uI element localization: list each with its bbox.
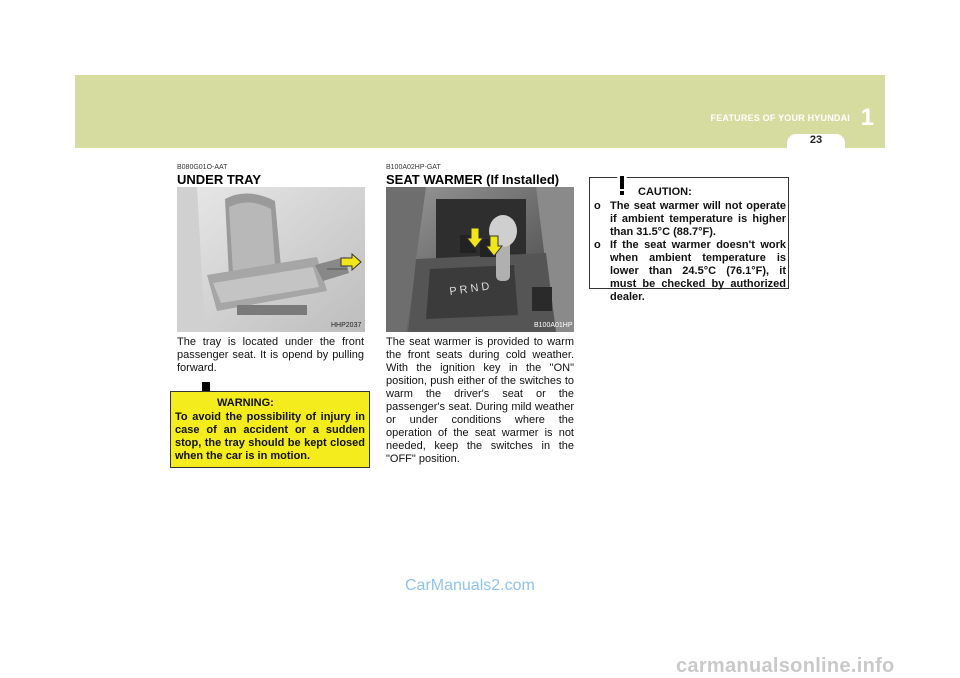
seat-warmer-code: B100A02HP-GAT <box>386 164 441 171</box>
seat-warmer-photo <box>386 187 574 332</box>
caution-item <box>594 239 786 304</box>
watermark: CarManuals2.com <box>405 577 535 594</box>
seat-warmer-image-code: B100A01HP <box>534 322 573 329</box>
warning-title: WARNING: <box>217 397 274 409</box>
caution-item-text: The seat warmer will not operate if ambient temperature is higher than 31.5°C (88.7°F). <box>610 200 786 238</box>
under-tray-photo <box>177 187 365 332</box>
under-tray-title: UNDER TRAY <box>177 172 262 187</box>
arrow-down-icon <box>485 235 503 257</box>
arrow-right-icon <box>340 253 362 271</box>
header-band <box>75 75 885 148</box>
caution-item-text: If the seat warmer doesn't work when ambient temperature is lower than 24.5°C (76.1°F), it must be checked by authorized dealer. <box>610 239 786 303</box>
arrow-down-icon <box>466 227 484 249</box>
caution-title: CAUTION: <box>638 186 692 198</box>
chapter-number: 1 <box>860 104 874 131</box>
warning-text: To avoid the possibility of injury in case of an accident or a sudden stop, the tray should be kept closed when the car is in motion. <box>175 411 365 462</box>
seat-warmer-body: The seat warmer is provided to warm the front seats during cold weather. With the ignition key in the "ON" position, push either of the switches to warm the driver's seat or the passenger's seat. During mild weather or under conditions where the operation of the seat warmer is not needed, keep the switches in the "OFF" position. <box>386 336 574 465</box>
under-tray-body: The tray is located under the front passenger seat. It is opend by pulling forward. <box>177 336 364 374</box>
exclamation-triangle-icon <box>605 168 639 198</box>
warning-box <box>170 391 370 468</box>
caution-item <box>594 200 786 239</box>
caution-list <box>594 200 786 304</box>
svg-text:P R N D: P R N D <box>448 280 491 298</box>
chapter-title: FEATURES OF YOUR HYUNDAI <box>710 113 850 123</box>
page-number: 23 <box>809 134 823 146</box>
under-tray-image-code: HHP2037 <box>331 322 362 329</box>
bullet: o <box>594 200 601 212</box>
seat-warmer-title: SEAT WARMER (If Installed) <box>386 172 560 187</box>
under-tray-code: B080G01O-AAT <box>177 164 228 171</box>
bullet: o <box>594 239 601 251</box>
footer-watermark: carmanualsonline.info <box>676 655 895 677</box>
